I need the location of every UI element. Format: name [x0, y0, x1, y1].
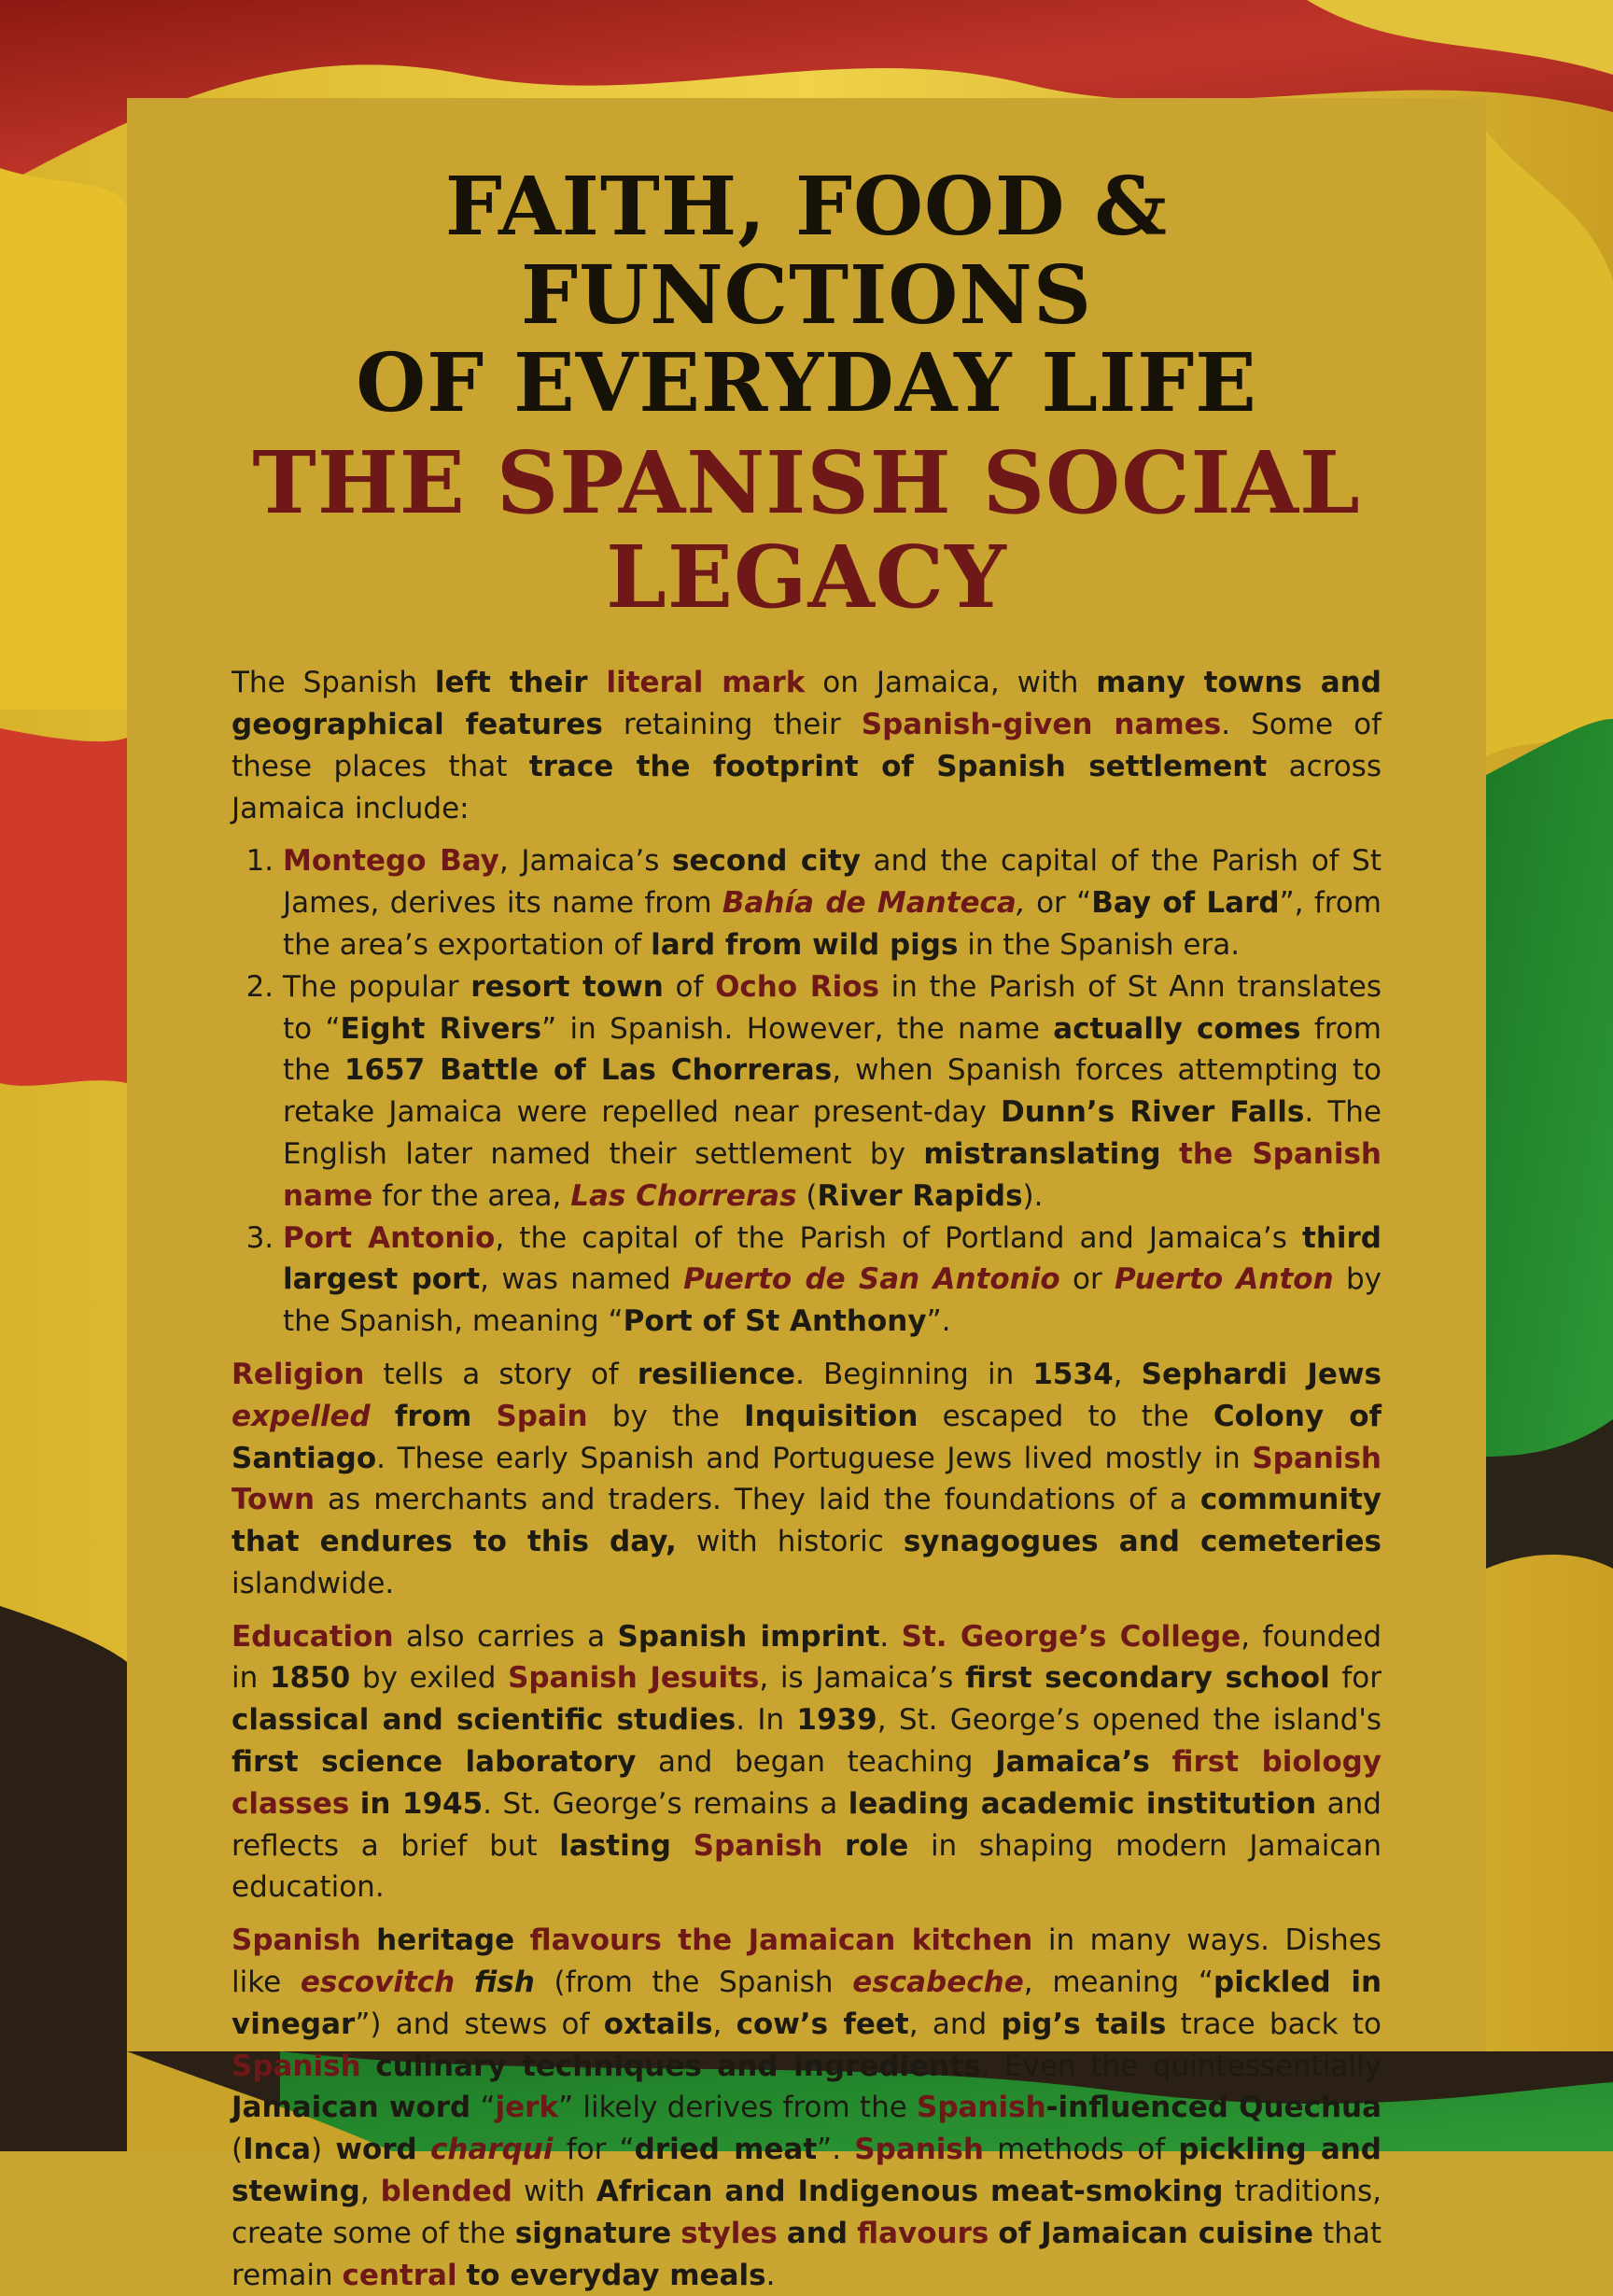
text-run: community that endures to this day, [231, 1483, 1382, 1559]
text-run: by exiled [350, 1661, 509, 1696]
text-run: cow’s feet [736, 2007, 909, 2041]
text-run: role [845, 1828, 909, 1863]
text-run: , [1016, 886, 1026, 921]
text-run: Spanish [854, 2133, 984, 2167]
list-item-port-antonio [283, 1218, 1382, 1343]
title-line-2: OF EVERYDAY LIFE [356, 336, 1257, 431]
text-run: 1939 [796, 1703, 877, 1738]
text-run: pig’s tails [1001, 2007, 1167, 2041]
text-run [514, 1923, 530, 1957]
text-run: Colony of Santiago [231, 1399, 1382, 1475]
text-run: Montego Bay [283, 844, 499, 879]
text-run: from the [283, 1011, 1382, 1088]
text-run: . Beginning in [794, 1357, 1033, 1391]
text-run: and [786, 2216, 849, 2250]
text-run: and reflects a brief but [231, 1786, 1382, 1863]
text-run: of [663, 969, 716, 1004]
text-run: , St. George’s opened the island's [877, 1703, 1382, 1738]
text-run: retaining their [602, 707, 862, 741]
text-run: word [335, 2133, 417, 2167]
text-run: charqui [429, 2133, 554, 2167]
text-run: and the capital of the Parish of St James, derives its name from [283, 844, 1382, 921]
text-run: jerk [495, 2091, 559, 2125]
text-run: , and [908, 2007, 1002, 2041]
religion-paragraph [231, 1354, 1382, 1605]
text-run: escabeche [852, 1965, 1024, 2000]
text-run: . [879, 1619, 902, 1654]
text-run [989, 2217, 998, 2250]
text-run: or [1059, 1262, 1115, 1297]
text-run: by the [587, 1399, 745, 1433]
text-run: Puerto Anton [1115, 1262, 1334, 1297]
text-run: oxtails [603, 2007, 713, 2041]
text-run: ”) and stews of [355, 2007, 604, 2041]
text-run: central [342, 2258, 457, 2292]
text-run: left their [434, 666, 607, 700]
text-run: . These early Spanish and Portuguese Jews lived mostly in [376, 1441, 1253, 1475]
text-run: (from the Spanish [534, 1965, 853, 2000]
text-run: , [1113, 1357, 1142, 1391]
text-run [361, 1923, 377, 1957]
text-run: to everyday meals [466, 2258, 766, 2292]
text-run: Ocho Rios [715, 969, 879, 1004]
text-run: escovitch [300, 1965, 456, 2000]
text-run [1150, 1745, 1172, 1779]
text-run: , Jamaica’s [498, 844, 672, 879]
text-run [471, 1400, 496, 1433]
text-run: first science laboratory [231, 1745, 637, 1780]
text-run: , [359, 2175, 381, 2209]
text-run: Spanish [231, 1923, 361, 1958]
text-run: trace back to [1166, 2007, 1382, 2041]
text-run: Spanish Jesuits [508, 1661, 760, 1696]
text-run: of Jamaican cuisine [998, 2216, 1314, 2250]
text-run: mistranslating [923, 1136, 1161, 1171]
text-run: traditions, create some of the [231, 2175, 1382, 2250]
text-run: The popular [283, 969, 471, 1004]
text-run: Bay of Lard [1091, 886, 1280, 921]
text-run: flavours [857, 2216, 989, 2250]
text-run: synagogues and cemeteries [903, 1525, 1382, 1559]
text-run: many towns and geographical features [231, 666, 1382, 741]
text-run: . [765, 2258, 776, 2292]
text-run: -influenced Quechua [1045, 2091, 1382, 2125]
text-run: ” likely derives from the [558, 2091, 918, 2125]
text-run: , [712, 2007, 736, 2041]
text-run: first secondary school [965, 1661, 1330, 1696]
text-run: lasting [559, 1828, 671, 1863]
text-run: methods of [983, 2133, 1179, 2167]
text-run: The Spanish [231, 666, 435, 700]
text-run: in shaping modern Jamaican education. [231, 1828, 1382, 1905]
text-run: Bahía de Manteca [722, 886, 1017, 921]
text-run: resilience [637, 1357, 795, 1391]
text-run: for “ [553, 2133, 635, 2167]
text-run: Jamaica’s [995, 1745, 1150, 1780]
text-run: ( [796, 1178, 818, 1213]
text-run: on Jamaica, with [805, 666, 1097, 700]
text-run: ). [1022, 1178, 1044, 1213]
text-run: Eight Rivers [340, 1011, 542, 1046]
text-run: for [1329, 1661, 1382, 1696]
text-run: Jamaican word [231, 2091, 471, 2125]
text-run: first biology classes [231, 1745, 1382, 1821]
text-run: Las Chorreras [570, 1178, 797, 1213]
intro-paragraph [231, 662, 1382, 829]
text-run: Spanish imprint [617, 1619, 880, 1654]
text-run: third largest port [283, 1220, 1382, 1297]
text-run: with [512, 2175, 596, 2209]
text-run: . Some of these places that [231, 707, 1382, 783]
text-run: Spain [496, 1399, 588, 1433]
text-run: pickling and stewing [231, 2133, 1382, 2209]
text-run: Spanish [917, 2091, 1046, 2125]
text-run: . St. George’s remains a [483, 1786, 849, 1821]
text-run: Inca [243, 2133, 312, 2167]
education-paragraph [231, 1616, 1382, 1909]
text-run [349, 1787, 359, 1821]
text-run: River Rapids [817, 1178, 1023, 1213]
text-run: across Jamaica include: [231, 749, 1382, 825]
food-paragraph [231, 1920, 1382, 2296]
list-item-ocho-rios [283, 966, 1382, 1218]
text-run: 1657 Battle of Las Chorreras [344, 1053, 833, 1088]
text-run: for the area, [372, 1178, 571, 1213]
text-run: ( [231, 2133, 244, 2167]
text-run: Inquisition [744, 1399, 919, 1433]
text-run: signature [514, 2216, 672, 2250]
text-run: by the Spanish, meaning “ [283, 1262, 1382, 1339]
text-run: ”. [926, 1304, 951, 1339]
text-run: ” in Spanish. However, the name [541, 1011, 1054, 1046]
text-run: Spanish [693, 1828, 823, 1863]
text-run [371, 1400, 395, 1433]
text-run: tells a story of [364, 1357, 638, 1391]
text-run: . In [736, 1703, 797, 1738]
text-run: ) [311, 2133, 336, 2167]
text-run: in the Parish of St Ann translates to “ [283, 969, 1382, 1046]
text-run: Spanish [231, 2049, 361, 2083]
text-run [848, 2217, 857, 2250]
text-run [822, 1829, 845, 1863]
text-run [778, 2217, 787, 2250]
text-run: in 1945 [359, 1786, 484, 1821]
text-run: second city [671, 844, 861, 879]
text-run: , is Jamaica’s [759, 1661, 965, 1696]
text-run: heritage [376, 1923, 515, 1958]
list-item-montego-bay [283, 840, 1382, 965]
page-subtitle: THE SPANISH SOCIAL LEGACY [252, 431, 1361, 627]
text-run: dried meat [634, 2133, 818, 2167]
text-run: , the capital of the Parish of Portland and Jamaica’s [495, 1220, 1302, 1255]
text-run: pickled in vinegar [231, 1965, 1382, 2041]
text-run: actually comes [1053, 1011, 1301, 1046]
text-run: Port Antonio [283, 1220, 496, 1255]
text-run: blended [380, 2175, 512, 2209]
text-run: escaped to the [918, 1399, 1213, 1433]
text-run: flavours the Jamaican kitchen [529, 1923, 1033, 1958]
text-run: , was named [480, 1262, 684, 1297]
text-run: 1534 [1032, 1357, 1114, 1391]
text-run: with historic [676, 1525, 904, 1559]
text-run: Spanish-given names [861, 707, 1222, 741]
text-run [671, 1829, 694, 1863]
text-run: ”. [817, 2133, 855, 2167]
text-run: Puerto de San Antonio [683, 1262, 1060, 1297]
text-run: styles [680, 2216, 778, 2250]
text-run [361, 2049, 376, 2083]
text-run: Dunn’s River Falls [1001, 1095, 1305, 1130]
text-run: culinary techniques and ingredients [375, 2049, 981, 2083]
text-run: Religion [231, 1357, 365, 1391]
text-run: in many ways. Dishes like [231, 1923, 1382, 2000]
text-run: Sephardi Jews [1141, 1357, 1382, 1391]
text-run: Port of St Anthony [623, 1304, 927, 1339]
text-run: 1850 [269, 1661, 351, 1696]
text-run: the Spanish name [283, 1136, 1382, 1213]
text-run [671, 2217, 680, 2250]
text-run: that remain [231, 2216, 1382, 2292]
text-run: ”, from the area’s exportation of [283, 886, 1382, 962]
text-run: , founded in [231, 1619, 1382, 1696]
text-run: , meaning “ [1023, 1965, 1213, 2000]
text-run: . The English later named their settlement by [283, 1095, 1382, 1171]
text-run: or “ [1025, 886, 1092, 921]
text-run: African and Indigenous meat-smoking [596, 2175, 1224, 2209]
text-run: literal mark [606, 666, 806, 700]
text-run: islandwide. [231, 1566, 395, 1600]
text-run: Education [231, 1619, 394, 1654]
text-run: St. George’s College [901, 1619, 1241, 1654]
text-run: resort town [470, 969, 664, 1004]
article-body [231, 662, 1382, 2296]
text-run [455, 1965, 474, 1999]
text-run: . Even the quintessentially [980, 2049, 1382, 2083]
text-run: expelled [231, 1399, 371, 1433]
place-names-list [231, 840, 1382, 1343]
text-run: as merchants and traders. They laid the foundations of a [315, 1483, 1200, 1517]
text-run: classical and scientific studies [231, 1703, 736, 1738]
text-run: , when Spanish forces attempting to retake Jamaica were repelled near present-day [283, 1053, 1382, 1130]
title-line-1: FAITH, FOOD & FUNCTIONS [444, 160, 1169, 343]
text-run: fish [473, 1965, 535, 2000]
text-run [417, 2133, 430, 2166]
page-title [231, 160, 1382, 431]
text-run: leading academic institution [848, 1786, 1317, 1821]
text-run [457, 2259, 467, 2292]
text-run [1161, 1137, 1179, 1171]
text-run: also carries a [393, 1619, 618, 1654]
text-run: from [394, 1399, 472, 1433]
text-run: trace the footprint of Spanish settlement [528, 749, 1268, 783]
text-run: “ [470, 2091, 496, 2125]
content-panel [127, 98, 1486, 2292]
text-run: Spanish Town [231, 1441, 1382, 1517]
text-run: and began teaching [636, 1745, 996, 1780]
text-run: in the Spanish era. [958, 927, 1241, 962]
text-run: lard from wild pigs [651, 927, 959, 962]
